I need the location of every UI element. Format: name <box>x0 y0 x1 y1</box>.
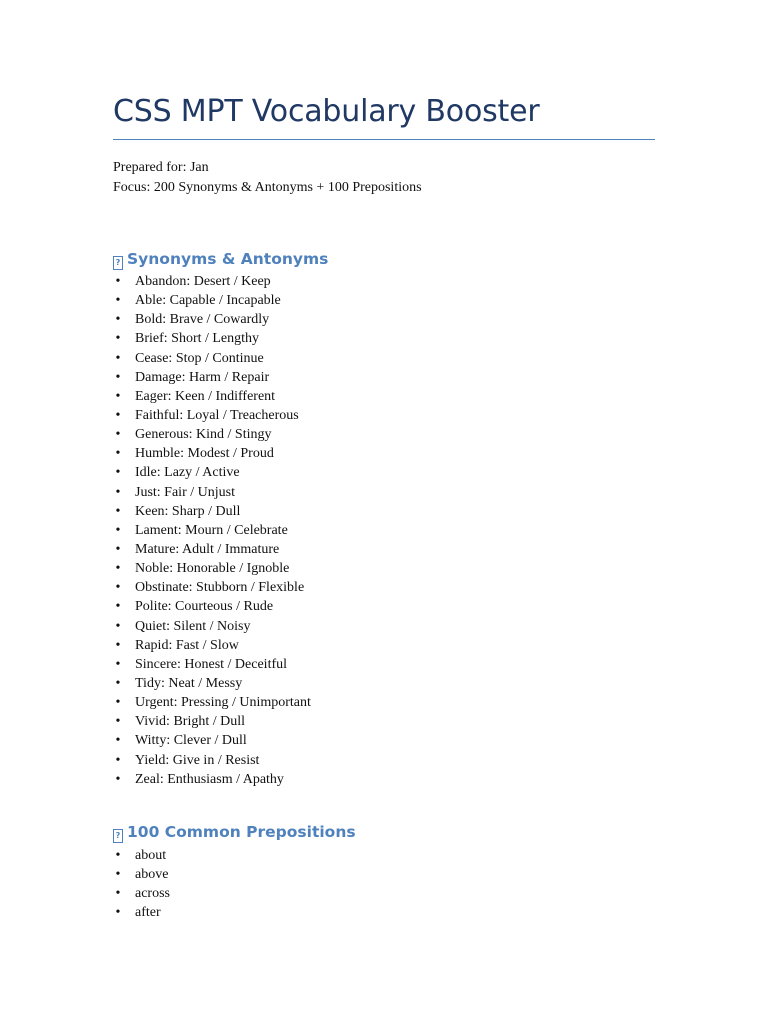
section-heading-prepositions <box>113 823 356 843</box>
list-item-text: Sincere: Honest / Deceitful <box>135 656 288 672</box>
list-item-text: about <box>135 848 167 863</box>
bullet-icon: • <box>115 886 121 902</box>
bullet-icon: • <box>115 427 121 443</box>
list-item-text: Humble: Modest / Proud <box>135 446 274 462</box>
bullet-icon: • <box>115 905 121 921</box>
list-item-text: above <box>135 867 169 883</box>
missing-glyph-icon: ? <box>113 829 123 843</box>
bullet-icon: • <box>115 675 121 691</box>
list-item-text: Lament: Mourn / Celebrate <box>135 522 288 538</box>
list-item-text: Keen: Sharp / Dull <box>135 503 241 519</box>
bullet-icon: • <box>115 465 121 481</box>
list-item-text: Damage: Harm / Repair <box>135 369 270 385</box>
list-item <box>113 291 311 310</box>
bullet-icon: • <box>115 522 121 538</box>
list-item-text: Yield: Give in / Resist <box>135 752 260 768</box>
list-item-text: Zeal: Enthusiasm / Apathy <box>135 771 284 787</box>
list-item <box>113 846 170 865</box>
prepositions-list <box>113 846 170 923</box>
bullet-icon: • <box>115 350 121 366</box>
list-item <box>113 502 311 521</box>
list-item <box>113 559 311 578</box>
list-item <box>113 483 311 502</box>
list-item <box>113 368 311 387</box>
list-item-text: Urgent: Pressing / Unimportant <box>135 695 311 711</box>
list-item <box>113 597 311 616</box>
bullet-icon: • <box>115 388 121 404</box>
prepared-for-line: Prepared for: Jan <box>113 160 209 175</box>
list-item <box>113 865 170 884</box>
synonyms-list <box>113 272 311 789</box>
list-item <box>113 521 311 540</box>
list-item <box>113 636 311 655</box>
bullet-icon: • <box>115 656 121 672</box>
list-item-text: Vivid: Bright / Dull <box>135 714 245 730</box>
list-item-text: Generous: Kind / Stingy <box>135 427 272 443</box>
list-item-text: Mature: Adult / Immature <box>135 541 280 557</box>
list-item <box>113 731 311 750</box>
list-item-text: Just: Fair / Unjust <box>135 484 235 500</box>
list-item-text: Abandon: Desert / Keep <box>135 274 271 289</box>
list-item-text: Polite: Courteous / Rude <box>135 599 274 615</box>
list-item-text: Quiet: Silent / Noisy <box>135 618 251 634</box>
list-item <box>113 463 311 482</box>
list-item-text: Eager: Keen / Indifferent <box>135 388 276 404</box>
section-heading-synonyms <box>113 250 328 270</box>
list-item-text: Brief: Short / Lengthy <box>135 331 260 347</box>
list-item-text: Noble: Honorable / Ignoble <box>135 561 290 577</box>
bullet-icon: • <box>115 561 121 577</box>
bullet-icon: • <box>115 733 121 749</box>
bullet-icon: • <box>115 503 121 519</box>
list-item-text: Rapid: Fast / Slow <box>135 637 239 653</box>
bullet-icon: • <box>115 407 121 423</box>
list-item <box>113 770 311 789</box>
list-item <box>113 903 170 922</box>
bullet-icon: • <box>115 752 121 768</box>
section-heading-label: 100 Common Prepositions <box>127 823 356 841</box>
bullet-icon: • <box>115 484 121 500</box>
list-item <box>113 751 311 770</box>
list-item-text: Able: Capable / Incapable <box>135 293 281 309</box>
list-item <box>113 674 311 693</box>
bullet-icon: • <box>115 580 121 596</box>
bullet-icon: • <box>115 331 121 347</box>
list-item <box>113 655 311 674</box>
list-item <box>113 349 311 368</box>
list-item-text: Witty: Clever / Dull <box>135 733 247 749</box>
bullet-icon: • <box>115 618 121 634</box>
list-item <box>113 406 311 425</box>
bullet-icon: • <box>115 369 121 385</box>
bullet-icon: • <box>115 541 121 557</box>
focus-line: Focus: 200 Synonyms & Antonyms + 100 Prepositions <box>113 179 422 195</box>
list-item-text: Idle: Lazy / Active <box>135 465 240 481</box>
list-item <box>113 425 311 444</box>
bullet-icon: • <box>115 695 121 711</box>
document-title: CSS MPT Vocabulary Booster <box>113 94 540 129</box>
list-item <box>113 712 311 731</box>
list-item <box>113 693 311 712</box>
title-underline <box>113 139 655 140</box>
section-heading-label: Synonyms & Antonyms <box>127 250 329 268</box>
missing-glyph-icon: ? <box>113 256 123 270</box>
list-item-text: Bold: Brave / Cowardly <box>135 312 270 328</box>
list-item <box>113 617 311 636</box>
bullet-icon: • <box>115 599 121 615</box>
bullet-icon: • <box>115 848 121 863</box>
list-item-text: Faithful: Loyal / Treacherous <box>135 407 299 423</box>
list-item-text: after <box>135 905 161 921</box>
list-item <box>113 329 311 348</box>
list-item <box>113 540 311 559</box>
bullet-icon: • <box>115 293 121 309</box>
list-item <box>113 578 311 597</box>
bullet-icon: • <box>115 446 121 462</box>
list-item <box>113 444 311 463</box>
bullet-icon: • <box>115 714 121 730</box>
bullet-icon: • <box>115 637 121 653</box>
list-item <box>113 884 170 903</box>
list-item <box>113 310 311 329</box>
list-item-text: Cease: Stop / Continue <box>135 350 264 366</box>
bullet-icon: • <box>115 312 121 328</box>
list-item <box>113 387 311 406</box>
list-item-text: Obstinate: Stubborn / Flexible <box>135 580 305 596</box>
list-item <box>113 272 311 291</box>
list-item-text: across <box>135 886 170 902</box>
document-meta <box>113 158 422 197</box>
bullet-icon: • <box>115 771 121 787</box>
list-item-text: Tidy: Neat / Messy <box>135 675 243 691</box>
bullet-icon: • <box>115 274 121 289</box>
bullet-icon: • <box>115 867 121 883</box>
